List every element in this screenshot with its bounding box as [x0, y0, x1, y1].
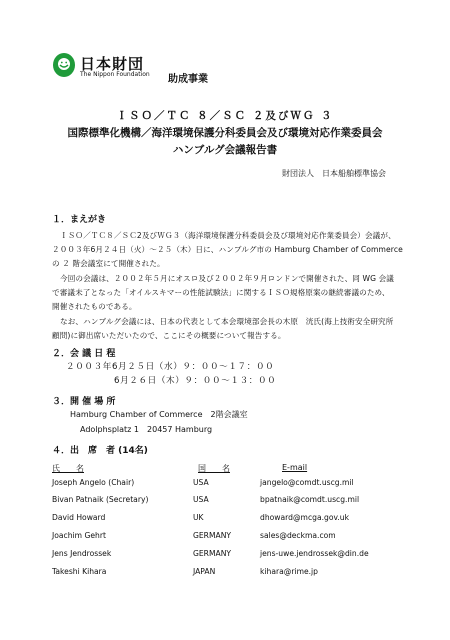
- title-line-1: ＩＳＯ／ＴＣ ８／ＳＣ ２及びＷＧ ３: [116, 110, 334, 122]
- title-line-2: 国際標準化機構／海洋環境保護分科委員会及び環境対応作業委員会: [67, 127, 383, 139]
- attendee-email: bpatnaik@comdt.uscg.mil: [260, 495, 360, 504]
- venue-address: Adolphsplatz 1 20457 Hamburg: [80, 425, 213, 434]
- column-header-name: 氏 名: [52, 464, 84, 473]
- attendees-heading: ４．出 席 者 (14名): [52, 446, 148, 456]
- intro-line: 顧問)に御出席いただいたので、ここにその概要について報告する。: [52, 331, 286, 340]
- smiling-face-logo-icon: [52, 52, 76, 78]
- attendee-email: jangelo@comdt.uscg.mil: [260, 478, 354, 487]
- attendee-country: USA: [193, 495, 209, 504]
- attendee-email: sales@deckma.com: [260, 531, 336, 540]
- intro-line: で審議未了となった「オイルスキマーの性能試験法」に関するＩＳＯ規格原案の継続審議のため、: [52, 288, 390, 297]
- grant-label: 助成事業: [168, 74, 208, 85]
- title-line-3: ハンブルグ会議報告書: [172, 144, 278, 156]
- intro-line: なお、ハンブルグ会議には、日本の代表として本会環境部会長の木原 洸氏(海上技術安全研究所: [60, 317, 394, 326]
- attendee-email: jens-uwe.jendrossek@din.de: [260, 549, 369, 558]
- logo-japanese-name: 日本財団: [80, 55, 145, 73]
- attendee-country: GERMANY: [193, 531, 232, 540]
- attendee-email: dhoward@mcga.gov.uk: [260, 513, 349, 522]
- attendee-name: Joseph Angelo (Chair): [52, 478, 135, 487]
- attendee-name: Takeshi Kihara: [52, 567, 107, 576]
- attendee-country: JAPAN: [193, 567, 216, 576]
- intro-line: 今回の会議は、２００２年５月にオスロ及び２００２年９月ロンドンで開催された、同 WG 会議: [60, 274, 394, 283]
- attendee-name: Bivan Patnaik (Secretary): [52, 495, 149, 504]
- attendee-country: UK: [193, 513, 204, 522]
- organization-name: 財団法人 日本船舶標準協会: [282, 169, 386, 178]
- nippon-foundation-logo: [52, 50, 162, 84]
- venue-heading: ３．開 催 場 所: [52, 397, 116, 407]
- attendee-country: USA: [193, 478, 209, 487]
- attendee-name: Jens Jendrossek: [52, 549, 112, 558]
- intro-line: 開催されたものである。: [52, 302, 137, 311]
- attendee-name: Joachim Gehrt: [52, 531, 106, 540]
- attendee-name: David Howard: [52, 513, 106, 522]
- logo-english-name: The Nippon Foundation: [80, 71, 150, 78]
- column-header-email: E-mail: [282, 463, 308, 472]
- schedule-day-2: 6月２６日（木）９：００～１３：００: [114, 376, 277, 386]
- intro-line: の ２ 階会議室にて開催された。: [52, 259, 165, 268]
- column-header-country: 国 名: [198, 464, 230, 473]
- attendee-country: GERMANY: [193, 549, 232, 558]
- schedule-day-1: ２００３年6月２５日（水）９：００～１７：００: [66, 362, 275, 372]
- attendee-email: kihara@rime.jp: [260, 567, 318, 576]
- intro-heading: １．まえがき: [52, 215, 107, 225]
- intro-line: ２００３年6月２４日（火）～２５（木）日に、ハンブルグ市の Hamburg Chamber of Commerce: [52, 245, 403, 254]
- intro-line: ＩＳＯ／ＴＣ８／ＳＣ2及びＷＧ３（海洋環境保護分科委員会及び環境対応作業委員会）会議が、: [60, 231, 396, 240]
- venue-name: Hamburg Chamber of Commerce 2階会議室: [70, 410, 248, 419]
- schedule-heading: ２．会 議 日 程: [52, 349, 116, 359]
